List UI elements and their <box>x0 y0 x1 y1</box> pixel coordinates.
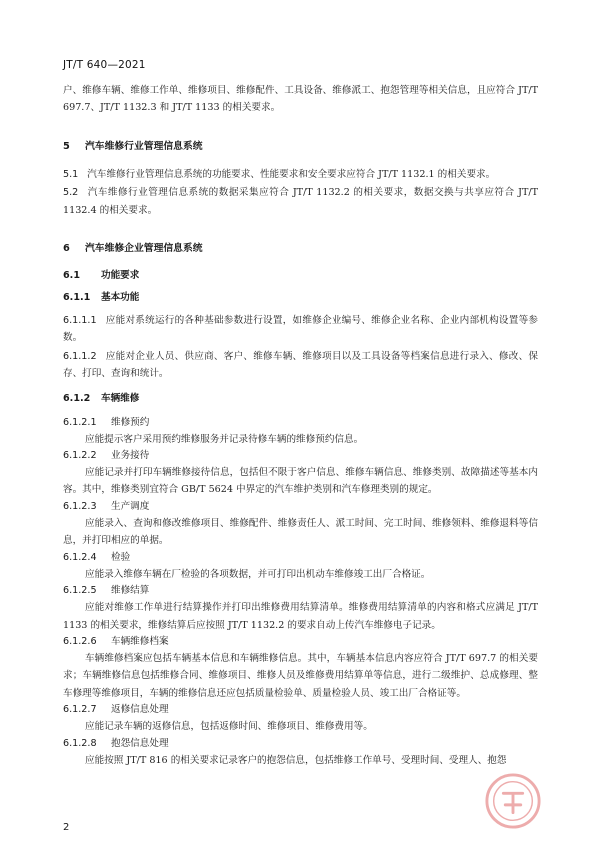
section-title: 汽车维修行业管理信息系统 <box>85 140 203 152</box>
item-text: 车辆维修档案应包括车辆基本信息和车辆维修信息。其中，车辆基本信息内容应符合 JT/T 697.7 的相关要求；车辆维修信息包括维修合同、维修项目、维修人员及维修费用结算单等信息，进行二级维护、总成修理、整车修理等维修项目，车辆的维修信息还应包括质量检验单、质量检验人员、竣工出厂合格证等。 <box>63 652 538 699</box>
subsection-title: 基本功能 <box>101 292 140 304</box>
subsection-number: 6.1.2 <box>63 392 91 404</box>
section-number: 5 <box>63 140 70 152</box>
item-title: 检验 <box>111 551 131 563</box>
clause-text: 汽车维修行业管理信息系统的数据采集应符合 JT/T 1132.2 的相关要求，数据交换与共享应符合 JT/T 1132.4 的相关要求。 <box>63 187 538 216</box>
item-6-1-2-2 <box>63 448 538 499</box>
item-text: 应能记录并打印车辆维修接待信息，包括但不限于客户信息、维修车辆信息、维修类别、故障描述等基本内容。其中，维修类别宜符合 GB/T 5624 中界定的汽车维护类别和汽车修理类别的规定。 <box>63 467 538 496</box>
subsection-number: 6.1 <box>63 270 80 282</box>
item-text: 应能记录车辆的返修信息，包括返修时间、维修项目、维修费用等。 <box>85 721 373 733</box>
item-heading <box>63 736 538 752</box>
clause-text: 应能对系统运行的各种基础参数进行设置，如维修企业编号、维修企业名称、企业内部机构设置等参数。 <box>63 315 538 344</box>
item-heading <box>63 634 538 650</box>
subsection-6-1-heading <box>63 268 538 284</box>
item-number: 6.1.2.5 <box>63 585 97 597</box>
clause-5-2 <box>63 184 538 219</box>
subsection-6-1-2-heading <box>63 391 538 407</box>
clause-number: 5.2 <box>63 187 79 199</box>
item-heading <box>63 583 538 599</box>
document-body <box>63 82 538 769</box>
clause-number: 6.1.1.2 <box>63 350 97 362</box>
section-6-heading <box>63 241 538 257</box>
item-text: 应能录入维修车辆在厂检验的各项数据，并可打印出机动车维修竣工出厂合格证。 <box>85 568 431 580</box>
clause-text: 汽车维修行业管理信息系统的功能要求、性能要求和安全要求应符合 JT/T 1132.1 的相关要求。 <box>87 168 496 180</box>
item-number: 6.1.2.3 <box>63 500 97 512</box>
clause-6-1-1-2 <box>63 348 538 383</box>
item-6-1-2-1 <box>63 415 538 448</box>
continuation-paragraph: 户、维修车辆、维修工作单、维修项目、维修配件、工具设备、维修派工、抱怨管理等相关信息，且应符合 JT/T 697.7、JT/T 1132.3 和 JT/T 1133 的相关要求。 <box>63 85 538 114</box>
item-number: 6.1.2.4 <box>63 551 97 563</box>
item-6-1-2-5 <box>63 583 538 634</box>
item-6-1-2-8 <box>63 736 538 769</box>
item-title: 生产调度 <box>111 500 150 512</box>
item-6-1-2-4 <box>63 550 538 583</box>
subsection-number: 6.1.1 <box>63 292 91 304</box>
item-title: 维修预约 <box>111 416 150 428</box>
item-heading <box>63 702 538 718</box>
section-5-heading <box>63 139 538 155</box>
clause-6-1-1-1 <box>63 312 538 347</box>
item-heading <box>63 550 538 566</box>
clause-text: 应能对企业人员、供应商、客户、维修车辆、维修项目以及工具设备等档案信息进行录入、修改、保存、打印、查询和统计。 <box>63 350 538 380</box>
clause-number: 5.1 <box>63 168 79 180</box>
clause-5-1 <box>63 166 538 183</box>
item-title: 抱怨信息处理 <box>111 737 169 749</box>
page-number: 2 <box>63 822 70 833</box>
item-6-1-2-6 <box>63 634 538 702</box>
item-heading <box>63 448 538 464</box>
item-6-1-2-3 <box>63 499 538 550</box>
item-number: 6.1.2.6 <box>63 635 97 647</box>
item-number: 6.1.2.2 <box>63 450 97 462</box>
item-title: 返修信息处理 <box>111 704 169 716</box>
item-6-1-2-7 <box>63 702 538 735</box>
standard-id: JT/T 640—2021 <box>63 59 146 71</box>
item-text: 应能录入、查询和修改维修项目、维修配件、维修责任人、派工时间、完工时间、维修领料、维修退料等信息，并打印相应的单据。 <box>63 517 538 547</box>
item-heading <box>63 499 538 515</box>
clause-number: 6.1.1.1 <box>63 315 97 327</box>
item-text: 应能按照 JT/T 816 的相关要求记录客户的抱怨信息，包括维修工作单号、受理时间、受理人、抱怨 <box>85 754 507 766</box>
item-number: 6.1.2.7 <box>63 704 97 716</box>
item-number: 6.1.2.8 <box>63 737 97 749</box>
item-text: 应能对维修工作单进行结算操作并打印出维修费用结算清单。维修费用结算清单的内容和格式应满足 JT/T 1133 的相关要求，维修结算后应按照 JT/T 1132.2 的要求自动上传汽车维修电子记录。 <box>63 602 538 631</box>
item-title: 业务接待 <box>111 450 150 462</box>
subsection-6-1-1-heading <box>63 290 538 306</box>
item-title: 车辆维修档案 <box>111 635 169 647</box>
item-text: 应能提示客户采用预约维修服务并记录待修车辆的维修预约信息。 <box>85 433 364 445</box>
section-number: 6 <box>63 243 70 255</box>
item-heading <box>63 415 538 431</box>
item-title: 维修结算 <box>111 585 150 597</box>
item-number: 6.1.2.1 <box>63 416 97 428</box>
watermark-seal <box>484 772 542 830</box>
section-title: 汽车维修企业管理信息系统 <box>85 243 203 255</box>
subsection-title: 功能要求 <box>101 270 140 282</box>
subsection-title: 车辆维修 <box>101 392 140 404</box>
